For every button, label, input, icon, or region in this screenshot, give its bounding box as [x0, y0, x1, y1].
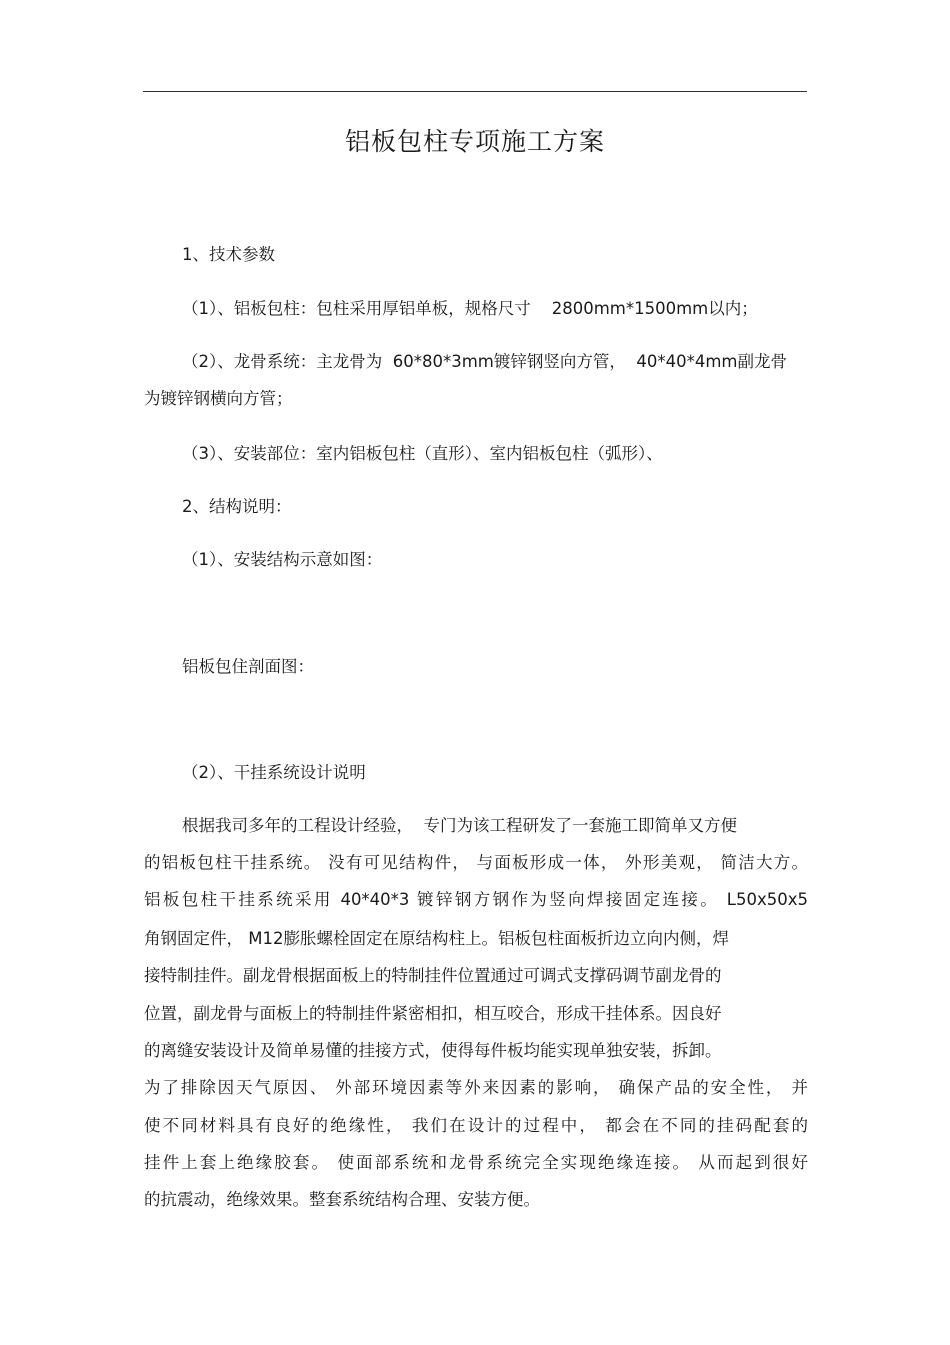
- section-heading-structure: 2、结构说明：: [182, 497, 292, 516]
- body-paragraph-line: 根据我司多年的工程设计经验， 专门为该工程研发了一套施工即简单又方便: [182, 816, 737, 835]
- section-heading-technical-params: 1、技术参数: [182, 245, 275, 264]
- structure-item-1: （1）、安装结构示意如图：: [182, 550, 383, 569]
- body-paragraph-line: 接特制挂件。副龙骨根据面板上的特制挂件位置通过可调式支撑码调节副龙骨的: [144, 966, 722, 985]
- body-paragraph-line: 的抗震动，绝缘效果。整套系统结构合理、安装方便。: [144, 1190, 540, 1209]
- body-paragraph-line: 的铝板包柱干挂系统。 没有可见结构件， 与面板形成一体， 外形美观， 简洁大方。: [144, 853, 808, 872]
- param-item-3: （3）、安装部位：室内铝板包柱（直形）、室内铝板包柱（弧形）、: [182, 444, 663, 463]
- param-item-2: （2）、龙骨系统：主龙骨为 60*80*3mm镀锌钢竖向方管， 40*40*4mm副龙骨: [182, 352, 787, 371]
- body-paragraph-line: 的离缝安装设计及简单易懂的挂接方式，使得每件板均能实现单独安装，拆卸。: [144, 1041, 722, 1060]
- body-paragraph-line: 角钢固定件， M12膨胀螺栓固定在原结构柱上。铝板包柱面板折边立向内侧，焊: [144, 929, 729, 948]
- body-paragraph-line: 铝板包柱干挂系统采用 40*40*3 镀锌钢方钢作为竖向焊接固定连接。 L50x50x5: [144, 890, 808, 909]
- param-item-2-cont: 为镀锌钢横向方管；: [144, 389, 293, 408]
- document-title: 铝板包柱专项施工方案: [344, 127, 605, 156]
- param-item-1: （1）、铝板包柱：包柱采用厚铝单板，规格尺寸 2800mm*1500mm以内；: [182, 299, 758, 318]
- body-paragraph-line: 挂件上套上绝缘胶套。 使面部系统和龙骨系统完全实现绝缘连接。 从而起到很好: [144, 1153, 808, 1172]
- body-paragraph-line: 为了排除因天气原因、 外部环境因素等外来因素的影响， 确保产品的安全性， 并: [144, 1078, 808, 1097]
- header-divider: [143, 91, 807, 92]
- body-paragraph-line: 位置，副龙骨与面板上的特制挂件紧密相扣，相互咬合，形成干挂体系。因良好: [144, 1004, 722, 1023]
- section-diagram-caption: 铝板包住剖面图：: [182, 657, 314, 676]
- structure-item-2: （2）、干挂系统设计说明: [182, 763, 366, 782]
- body-paragraph-line: 使不同材料具有良好的绝缘性， 我们在设计的过程中， 都会在不同的挂码配套的: [144, 1116, 808, 1135]
